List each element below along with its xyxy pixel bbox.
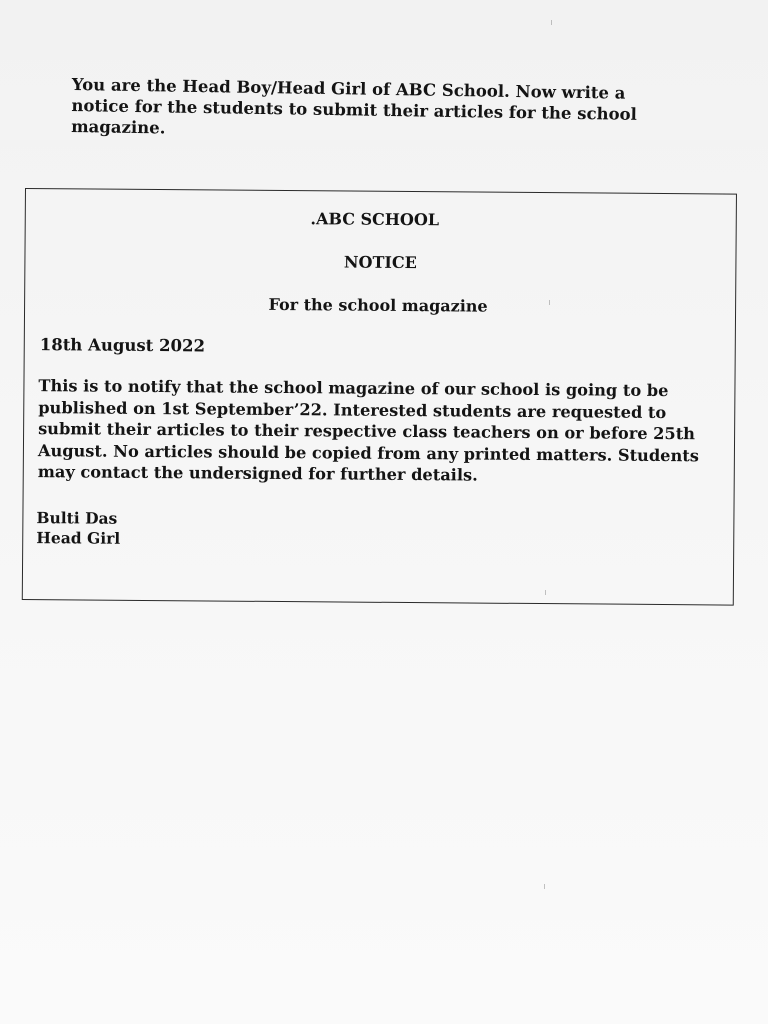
signatory-title: Head Girl [36,528,121,548]
school-name: .ABC SCHOOL [310,209,440,230]
signatory-name: Bulti Das [36,508,118,528]
scan-speck [549,300,550,305]
scan-speck [544,884,545,889]
notice-box [22,188,737,606]
scan-speck [551,20,552,25]
signature-block [36,508,120,549]
notice-body: This is to notify that the school magazine of our school is going to be published on 1st September’22. Interested students are requested to submit their articles to their respective class teachers on or before 25th August. No articles should be copied from any printed matters. Students may contact the undersigned for further details. [37,376,699,485]
notice-heading: NOTICE [343,252,417,273]
notice-date: 18th August 2022 [39,335,206,356]
scan-speck [545,590,546,595]
question-prompt: You are the Head Boy/Head Girl of ABC School. Now write a notice for the students to submit their articles for the school magazine. [71,74,638,138]
notice-subject: For the school magazine [268,294,488,316]
